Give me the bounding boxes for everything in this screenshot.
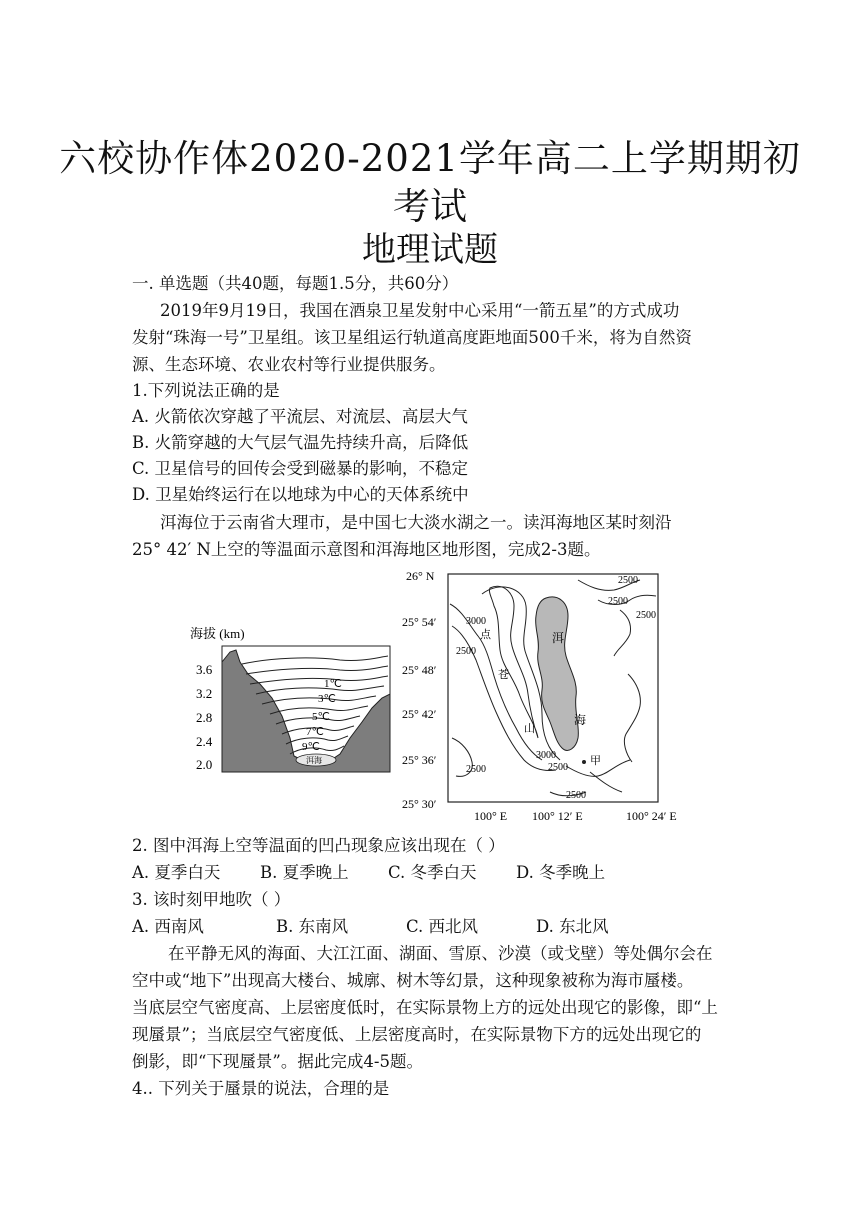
question-3-options (132, 913, 666, 937)
longitude-label: 100° E (474, 809, 508, 823)
longitude-label: 100° 24′ E (626, 809, 677, 823)
altitude-tick: 2.8 (196, 710, 213, 725)
contour-label: 2500 (608, 596, 628, 607)
latitude-label: 25° 42′ (402, 707, 437, 721)
latitude-label: 25° 48′ (402, 663, 437, 677)
figures (190, 566, 690, 826)
place-label: 洱 (552, 631, 565, 645)
contour-label: 3000 (466, 616, 486, 627)
question-2-option: C. 冬季白天 (388, 863, 477, 882)
question-2-option: B. 夏季晚上 (260, 863, 349, 882)
contour-label: 2500 (548, 762, 568, 773)
altitude-tick: 2.4 (196, 734, 213, 749)
longitude-label: 100° 12′ E (532, 809, 583, 823)
question-2-option: A. 夏季白天 (132, 863, 221, 882)
question-3-option: B. 东南风 (276, 917, 349, 936)
passage3-line: 在平静无风的海面、大江江面、湖面、雪原、沙漠（或戈壁）等处偶尔会在 (168, 944, 713, 963)
latitude-label: 26° N (406, 569, 435, 583)
question-3-option: D. 东北风 (536, 917, 609, 936)
question-3-stem: 3. 该时刻甲地吹（ ） (132, 890, 291, 909)
place-label: 点 (480, 629, 491, 641)
isotherm-label: 7℃ (306, 726, 324, 738)
contour-label: 2500 (636, 610, 656, 621)
altitude-tick: 2.0 (196, 757, 213, 772)
contour-label: 3000 (536, 750, 556, 761)
question-2-option: D. 冬季晚上 (516, 863, 606, 882)
passage3-line: 当底层空气密度高、上层密度低时，在实际景物上方的远处出现它的影像，即“上 (132, 998, 718, 1017)
latitude-label: 25° 54′ (402, 615, 437, 629)
passage1-line: 发射“珠海一号”卫星组。该卫星组运行轨道高度距地面500千米，将为自然资 (132, 328, 692, 347)
contour-label: 2500 (456, 646, 476, 657)
passage3-line: 现蜃景”；当底层空气密度低、上层密度高时，在实际景物下方的远处出现它的 (132, 1025, 702, 1044)
question-1-option: C. 卫星信号的回传会受到磁暴的影响，不稳定 (132, 459, 469, 478)
place-label: 苍 (498, 669, 509, 681)
subject-title: 地理试题 (362, 230, 498, 270)
passage3-line: 倒影，即“下现蜃景”。据此完成4-5题。 (132, 1052, 423, 1071)
contour-label: 2500 (566, 790, 586, 801)
isotherm-label: 3℃ (318, 693, 336, 705)
isotherm-section-figure (190, 626, 390, 772)
contour-label: 2500 (466, 764, 486, 775)
place-label: 海 (574, 713, 587, 727)
altitude-tick: 3.2 (196, 686, 213, 701)
isotherm-label: 1℃ (324, 678, 342, 690)
place-label: 山 (524, 723, 535, 735)
point-jia-marker (582, 760, 586, 764)
latitude-label: 25° 30′ (402, 797, 437, 811)
question-1-option: B. 火箭穿越的大气层气温先持续升高，后降低 (132, 433, 469, 452)
exam-title-continued: 考试 (393, 185, 467, 228)
contour-label: 2500 (618, 575, 638, 586)
question-3-option: C. 西北风 (406, 917, 479, 936)
question-1-option: A. 火箭依次穿越了平流层、对流层、高层大气 (132, 407, 468, 426)
question-3-option: A. 西南风 (132, 917, 204, 936)
question-2-stem: 2. 图中洱海上空等温面的凹凸现象应该出现在（ ） (132, 836, 505, 855)
isotherm-label: 5℃ (312, 711, 330, 723)
exam-title: 六校协作体2020-2021学年高二上学期期初 (59, 137, 801, 180)
question-1-stem: 1.下列说法正确的是 (132, 381, 280, 400)
question-4-stem: 4.. 下列关于蜃景的说法，合理的是 (132, 1079, 390, 1098)
lake-label: 洱海 (306, 756, 322, 765)
passage2-line: 洱海位于云南省大理市，是中国七大淡水湖之一。读洱海地区某时刻沿 (160, 513, 672, 532)
question-1-option: D. 卫星始终运行在以地球为中心的天体系统中 (132, 485, 469, 504)
question-2-options (132, 859, 644, 883)
passage1-line: 2019年9月19日，我国在酒泉卫星发射中心采用“一箭五星”的方式成功 (160, 301, 680, 320)
terrain-map-figure (402, 569, 677, 823)
isotherm-label: 9℃ (302, 741, 320, 753)
passage1-line: 源、生态环境、农业农村等行业提供服务。 (132, 355, 446, 374)
latitude-label: 25° 36′ (402, 753, 437, 767)
altitude-tick: 3.6 (196, 662, 213, 677)
section-heading: 一. 单选题（共40题，每题1.5分，共60分） (132, 274, 459, 293)
passage3-line: 空中或“地下”出现高大楼台、城廓、树木等幻景，这种现象被称为海市蜃楼。 (132, 971, 694, 990)
passage2-line: 25° 42′ N上空的等温面示意图和洱海地区地形图，完成2-3题。 (132, 540, 601, 559)
altitude-axis-title: 海拔 (km) (190, 626, 245, 641)
place-label: 甲 (590, 755, 601, 767)
